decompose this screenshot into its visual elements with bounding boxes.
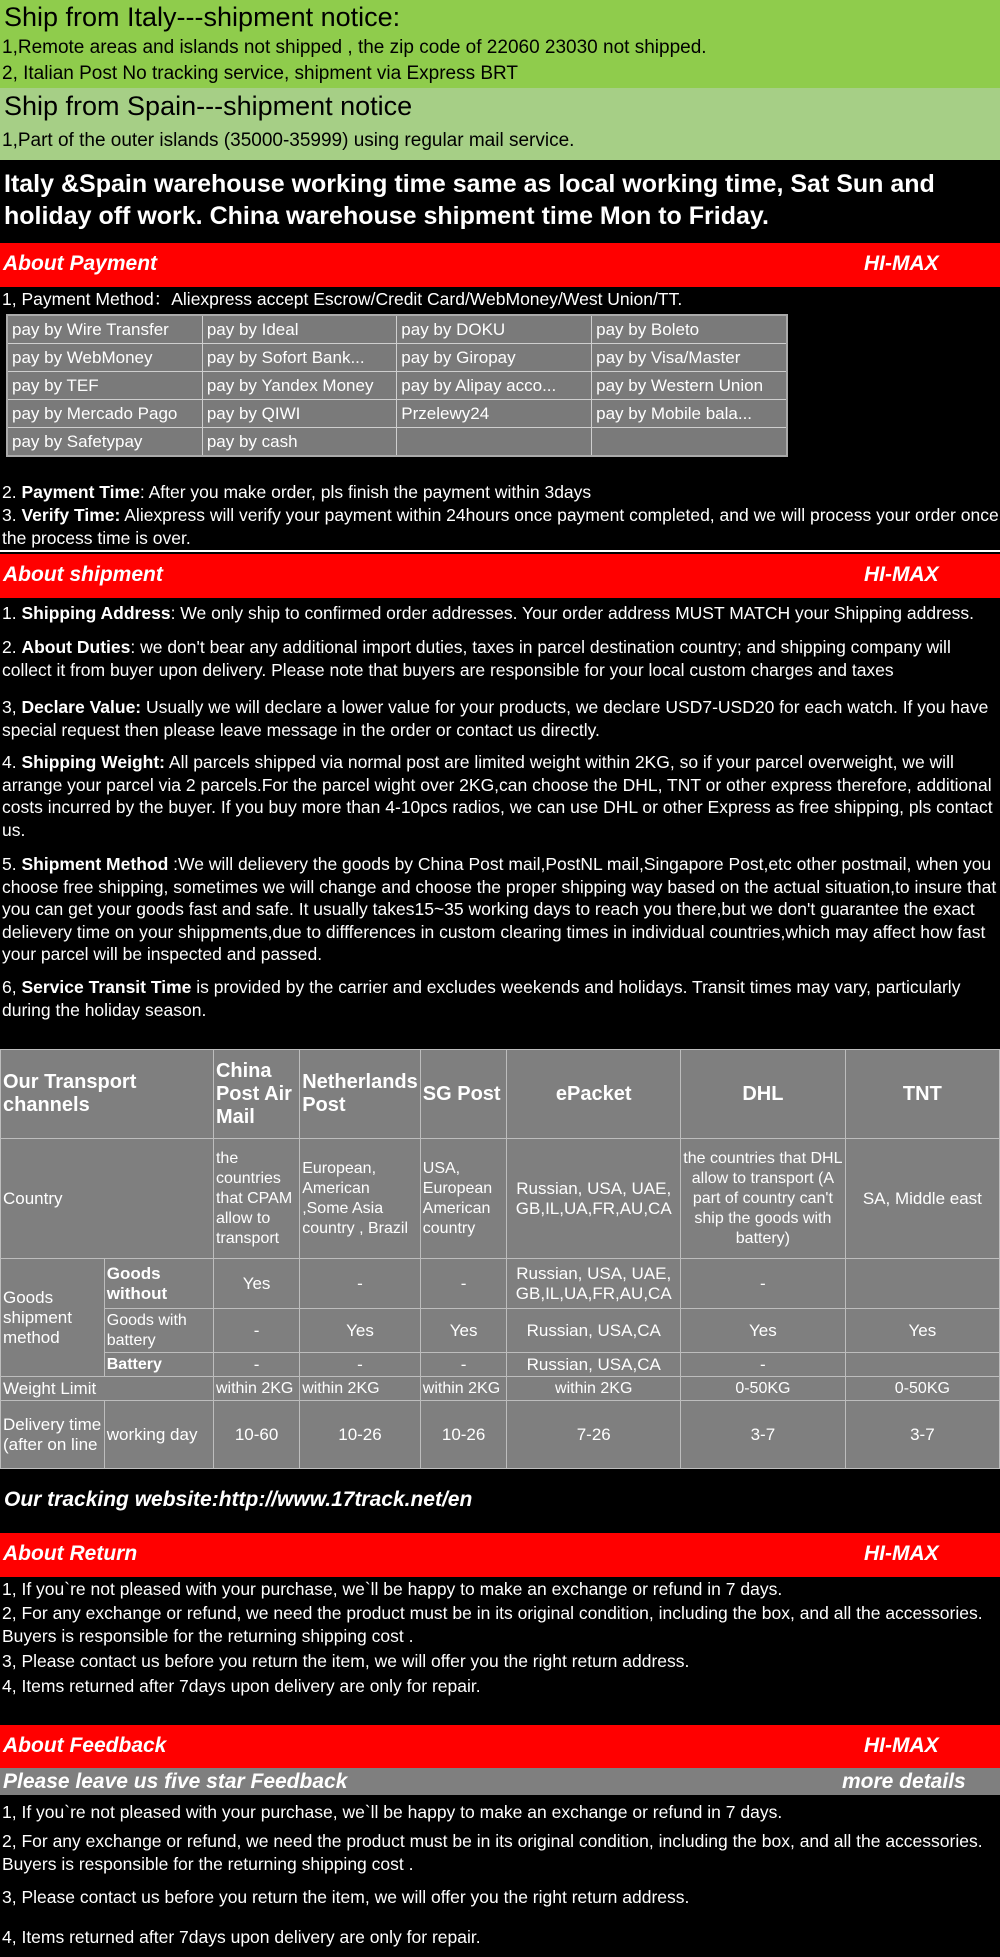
table-cell: - (681, 1353, 846, 1377)
table-cell: 10-26 (300, 1401, 421, 1469)
payment-options-row (7, 400, 787, 428)
table-cell: USA, European American country (420, 1139, 507, 1259)
transport-channels-label: Our Transport channels (1, 1050, 214, 1139)
payment-options-row (7, 372, 787, 400)
payment-option: pay by Western Union (592, 372, 787, 400)
table-cell: the countries that DHL allow to transport (A part of country can't ship the goods with battery) (681, 1139, 846, 1259)
channel-header: ePacket (507, 1050, 681, 1139)
table-cell: within 2KG (213, 1377, 299, 1401)
italy-notice-line-1: 1,Remote areas and islands not shipped , the zip code of 22060 23030 not shipped. (2, 37, 707, 58)
section-divider (0, 550, 1000, 552)
feedback-header-bar (0, 1725, 1000, 1769)
table-cell: - (213, 1309, 299, 1353)
table-header-row (1, 1050, 1000, 1139)
goods-with-battery-label: Goods with battery (104, 1309, 213, 1353)
spain-notice-section (0, 88, 1000, 160)
table-row (1, 1259, 1000, 1309)
goods-without-label: Goods without (104, 1259, 213, 1309)
return-item: 3, Please contact us before you return the item, we will offer you the right return address. (2, 1651, 690, 1671)
payment-option: pay by Boleto (592, 315, 787, 344)
battery-label: Battery (104, 1353, 213, 1377)
payment-option: pay by TEF (7, 372, 202, 400)
table-cell: Yes (845, 1309, 999, 1353)
country-label: Country (1, 1139, 214, 1259)
table-cell: 10-26 (420, 1401, 507, 1469)
declare-value-label: Declare Value: (21, 697, 142, 717)
payment-option (397, 428, 592, 457)
duties-label: About Duties (21, 637, 131, 657)
table-cell: 0-50KG (681, 1377, 846, 1401)
payment-option: pay by Yandex Money (202, 372, 396, 400)
table-cell: 3-7 (681, 1401, 846, 1469)
shipping-address-text: 1. Shipping Address: We only ship to confirmed order addresses. Your order address MUST MATCH your Shipping address. (2, 603, 974, 623)
delivery-time-label: Delivery time (after on line (1, 1401, 105, 1469)
feedback-item: 2, For any exchange or refund, we need the product must be in its original condition, including the box, and all the accessories. Buyers is responsible for the returning shipping cost . (2, 1831, 983, 1874)
payment-header-bar (0, 243, 1000, 287)
table-cell: - (300, 1259, 421, 1309)
service-transit-text: 6, Service Transit Time is provided by the carrier and excludes weekends and holidays. Transit times may vary, particularly during the holiday season. (2, 977, 961, 1020)
tracking-website-link[interactable]: Our tracking website:http://www.17track.net/en (4, 1488, 473, 1511)
table-cell: within 2KG (300, 1377, 421, 1401)
return-item: 1, If you`re not pleased with your purchase, we`ll be happy to make an exchange or refund in 7 days. (2, 1579, 783, 1599)
table-cell: Yes (213, 1259, 299, 1309)
table-cell: 10-60 (213, 1401, 299, 1469)
italy-notice-section (0, 0, 1000, 88)
brand-label: HI-MAX (864, 563, 939, 586)
brand-label: HI-MAX (864, 252, 939, 275)
shipping-weight-text: 4. Shipping Weight: All parcels shipped via normal post are limited weight within 2KG, so if your parcel overweight, we will arrange your parcel via 2 parcels.For the parcel wight over 2KG,can choose the DHL, TNT or other express therefore, additional costs incurred by the buyer. If you buy more than 4-10pcs radios, we can use DHL or other Express as free shipping, pls contact us. (2, 752, 993, 840)
payment-option: pay by QIWI (202, 400, 396, 428)
table-cell: Russian, USA, UAE, GB,IL,UA,FR,AU,CA (507, 1139, 681, 1259)
payment-option: pay by WebMoney (7, 344, 202, 372)
shipping-address-detail: : We only ship to confirmed order addresses. Your order address MUST MATCH your Shipping address. (170, 603, 974, 623)
shipment-method-detail: :We will delievery the goods by China Post mail,PostNL mail,Singapore Post,etc other postmail, when you choose free shipping, sometimes we will change and choose the proper shipping way based on the actual situation,to insure that you can get your goods fast and safe. It usually takes15~35 working days to reach you there,but we don't guarantee the exact delievery time on your shippments,due to diffferences in custom clearing times in individual countries,which may affect how fast your parcel will be inspected and passed. (2, 854, 997, 964)
declare-value-detail: Usually we will declare a lower value for your products, we declare USD7-USD20 for each watch. If you have special request then please leave message in the order or contact us directly. (2, 697, 989, 740)
channel-header: DHL (681, 1050, 846, 1139)
feedback-item: 1, If you`re not pleased with your purchase, we`ll be happy to make an exchange or refund in 7 days. (2, 1802, 783, 1822)
working-day-label: working day (104, 1401, 213, 1469)
table-cell: SA, Middle east (845, 1139, 999, 1259)
more-details-link[interactable]: more details (842, 1770, 966, 1793)
table-cell: Yes (681, 1309, 846, 1353)
italy-notice-line-2: 2, Italian Post No tracking service, shipment via Express BRT (2, 63, 519, 84)
table-cell (845, 1259, 999, 1309)
payment-options-row (7, 428, 787, 457)
duties-text: 2. About Duties: we don't bear any additional import duties, taxes in parcel destination country; and shipping company will collect it from buyer upon delivery. Please note that buyers are responsible for your local custom charges and taxes (2, 637, 951, 680)
payment-time-detail: : After you make order, pls finish the payment within 3days (139, 482, 592, 502)
table-cell: - (420, 1259, 507, 1309)
service-transit-label: Service Transit Time (21, 977, 192, 997)
table-row (1, 1377, 1000, 1401)
table-cell: - (420, 1353, 507, 1377)
spain-notice-line-1: 1,Part of the outer islands (35000-35999) using regular mail service. (2, 130, 575, 151)
payment-options-table (6, 314, 788, 457)
feedback-item: 3, Please contact us before you return the item, we will offer you the right return address. (2, 1887, 690, 1907)
shipment-method-label: Shipment Method (21, 854, 169, 874)
verify-time-text: 3. Verify Time: Aliexpress will verify your payment within 24hours once payment completed, and we will process your order once the process time is over. (2, 505, 999, 548)
channel-header: TNT (845, 1050, 999, 1139)
payment-option: pay by Ideal (202, 315, 396, 344)
payment-option: pay by Giropay (397, 344, 592, 372)
table-row (1, 1401, 1000, 1469)
payment-options-row (7, 344, 787, 372)
channel-header: Netherlands Post (300, 1050, 421, 1139)
shipping-weight-label: Shipping Weight: (21, 752, 166, 772)
table-cell: European, American ,Some Asia country , Brazil (300, 1139, 421, 1259)
payment-options-row (7, 315, 787, 344)
payment-title: About Payment (3, 252, 158, 275)
payment-option: pay by Safetypay (7, 428, 202, 457)
payment-option: pay by cash (202, 428, 396, 457)
table-row (1, 1309, 1000, 1353)
payment-option (592, 428, 787, 457)
feedback-title: About Feedback (3, 1734, 167, 1757)
shipment-title: About shipment (3, 563, 163, 586)
table-cell: Yes (300, 1309, 421, 1353)
payment-option: pay by Visa/Master (592, 344, 787, 372)
transport-channels-table (0, 1049, 1000, 1469)
payment-option: pay by Mobile bala... (592, 400, 787, 428)
service-transit-detail: is provided by the carrier and excludes weekends and holidays. Transit times may vary, particularly during the holiday season. (2, 977, 961, 1020)
table-row (1, 1353, 1000, 1377)
table-cell: - (681, 1259, 846, 1309)
payment-option: pay by Sofort Bank... (202, 344, 396, 372)
table-cell: Russian, USA,CA (507, 1309, 681, 1353)
warehouse-notice: Italy &Spain warehouse working time same as local working time, Sat Sun and holiday off work. China warehouse shipment time Mon to Friday. (4, 170, 935, 230)
table-cell: the countries that CPAM allow to transport (213, 1139, 299, 1259)
return-title: About Return (3, 1542, 138, 1565)
goods-method-label: Goods shipment method (1, 1259, 105, 1377)
table-cell: within 2KG (507, 1377, 681, 1401)
payment-option: pay by DOKU (397, 315, 592, 344)
table-cell: Yes (420, 1309, 507, 1353)
shipping-weight-detail: All parcels shipped via normal post are limited weight within 2KG, so if your parcel overweight, we will arrange your parcel via 2 parcels.For the parcel wight over 2KG,can choose the DHL, TNT or other express therefore, additional costs incurred by the buyer. If you buy more than 4-10pcs radios, we can use DHL or other Express as free shipping, pls contact us. (2, 752, 993, 840)
channel-header: China Post Air Mail (213, 1050, 299, 1139)
weight-limit-label: Weight Limit (1, 1377, 214, 1401)
shipping-address-label: Shipping Address (21, 603, 171, 623)
shipment-header-bar (0, 554, 1000, 598)
shipment-method-text: 5. Shipment Method :We will delievery the goods by China Post mail,PostNL mail,Singapore Post,etc other postmail, when you choose free shipping, sometimes we will change and choose the proper shipping way based on the actual situation,to insure that you can get your goods fast and safe. It usually takes15~35 working days to reach you there,but we don't guarantee the exact delievery time on your shippments,due to diffferences in custom clearing times in individual countries,which may affect how fast your parcel will be inspected and passed. (2, 854, 997, 964)
channel-header: SG Post (420, 1050, 507, 1139)
table-cell: within 2KG (420, 1377, 507, 1401)
spain-notice-heading: Ship from Spain---shipment notice (4, 91, 413, 121)
duties-detail: : we don't bear any additional import duties, taxes in parcel destination country; and shipping company will collect it from buyer upon delivery. Please note that buyers are responsible for your local custom charges and taxes (2, 637, 951, 680)
table-cell: Russian, USA, UAE, GB,IL,UA,FR,AU,CA (507, 1259, 681, 1309)
return-item: 2, For any exchange or refund, we need the product must be in its original condition, including the box, and all the accessories. Buyers is responsible for the returning shipping cost . (2, 1603, 983, 1646)
verify-time-detail: Aliexpress will verify your payment within 24hours once payment completed, and we will process your order once the process time is over. (2, 505, 999, 548)
return-item: 4, Items returned after 7days upon delivery are only for repair. (2, 1676, 481, 1696)
payment-time-text: 2. Payment Time: After you make order, pls finish the payment within 3days (2, 482, 592, 502)
payment-option: pay by Alipay acco... (397, 372, 592, 400)
payment-option: pay by Mercado Pago (7, 400, 202, 428)
brand-label: HI-MAX (864, 1734, 939, 1757)
feedback-item: 4, Items returned after 7days upon delivery are only for repair. (2, 1927, 481, 1947)
table-cell: 0-50KG (845, 1377, 999, 1401)
table-cell: 3-7 (845, 1401, 999, 1469)
payment-option: pay by Wire Transfer (7, 315, 202, 344)
return-header-bar (0, 1533, 1000, 1577)
feedback-request-bar (0, 1768, 1000, 1795)
italy-notice-heading: Ship from Italy---shipment notice: (4, 2, 401, 32)
verify-time-label: Verify Time: (21, 505, 121, 525)
table-cell: Russian, USA,CA (507, 1353, 681, 1377)
table-cell: - (300, 1353, 421, 1377)
table-cell (845, 1353, 999, 1377)
payment-time-label: Payment Time (21, 482, 140, 502)
table-cell: 7-26 (507, 1401, 681, 1469)
table-cell: - (213, 1353, 299, 1377)
brand-label: HI-MAX (864, 1542, 939, 1565)
five-star-feedback-text: Please leave us five star Feedback (3, 1770, 348, 1793)
payment-method-text: 1, Payment Method：Aliexpress accept Escrow/Credit Card/WebMoney/West Union/TT. (2, 289, 683, 309)
declare-value-text: 3, Declare Value: Usually we will declare a lower value for your products, we declare USD7-USD20 for each watch. If you have special request then please leave message in the order or contact us directly. (2, 697, 989, 740)
table-row (1, 1139, 1000, 1259)
payment-option: Przelewy24 (397, 400, 592, 428)
